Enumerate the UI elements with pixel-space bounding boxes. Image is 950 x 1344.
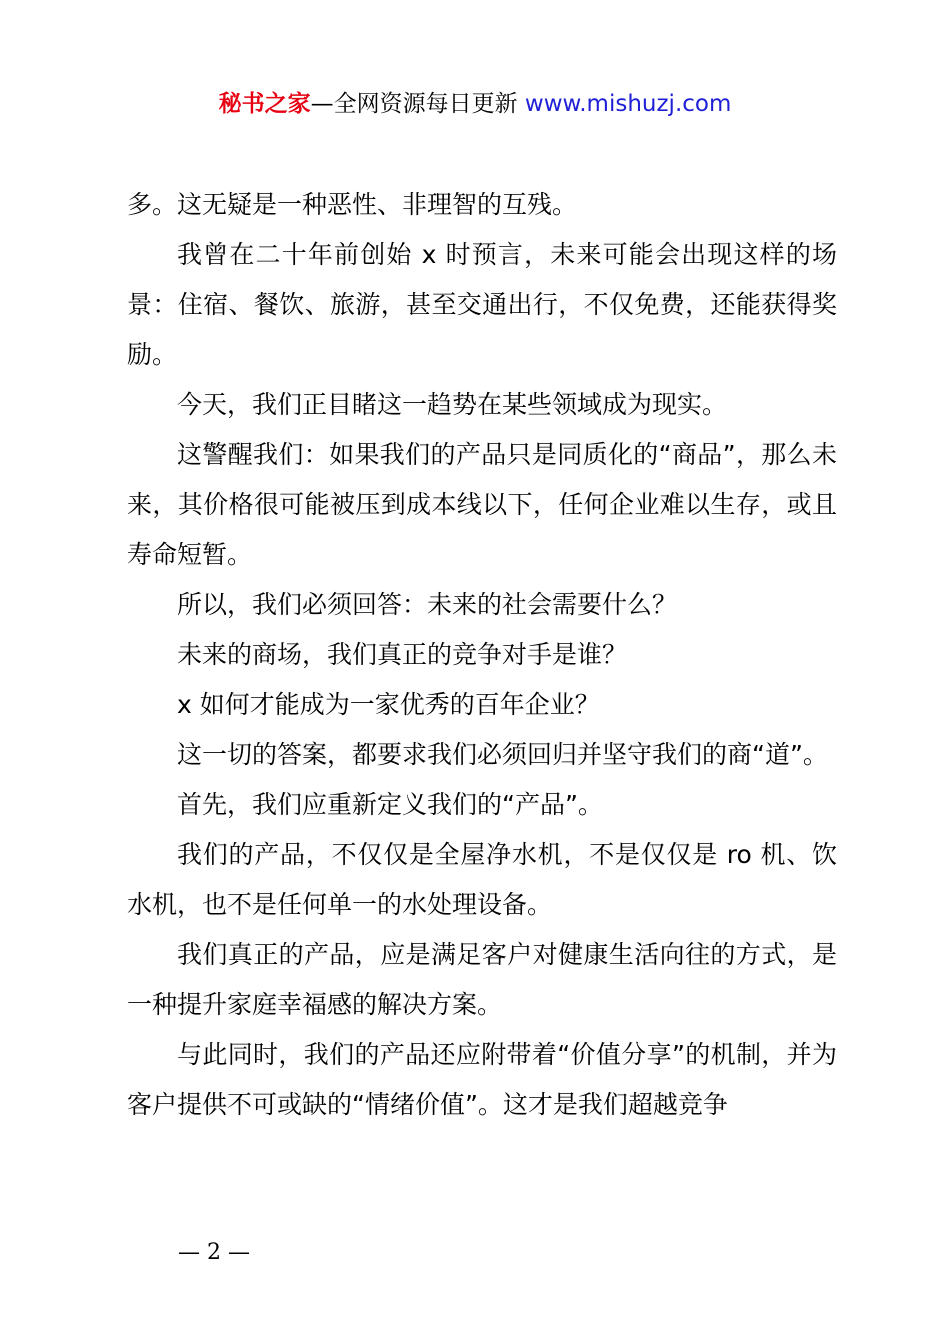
paragraph-2: 我曾在二十年前创始 x 时预言，未来可能会出现这样的场景：住宿、餐饮、旅游，甚至交通出行，不仅免费，还能获得奖励。 (127, 240, 837, 369)
paragraph-3: 今天，我们正目睹这一趋势在某些领域成为现实。 (177, 390, 728, 419)
paragraph-4: 这警醒我们：如果我们的产品只是同质化的“商品”，那么未来，其价格很可能被压到成本线以下，任何企业难以生存，或且寿命短暂。 (127, 440, 837, 569)
paragraph-6: 未来的商场，我们真正的竞争对手是谁？ (177, 640, 628, 669)
page-number: — 2 — (178, 1240, 250, 1265)
paragraph-9: 首先，我们应重新定义我们的“产品”。 (177, 790, 603, 819)
document-body (127, 180, 837, 1130)
header-tagline: —全网资源每日更新 (310, 91, 518, 117)
site-header (0, 88, 950, 120)
paragraph-1: 多。这无疑是一种恶性、非理智的互残。 (127, 190, 578, 219)
paragraph-10: 我们的产品，不仅仅是全屋净水机，不是仅仅是 ro 机、饮水机，也不是任何单一的水处理设备。 (127, 840, 837, 919)
paragraph-5: 所以，我们必须回答：未来的社会需要什么？ (177, 590, 678, 619)
site-url-link[interactable]: www.mishuzj.com (524, 91, 732, 117)
paragraph-12: 与此同时，我们的产品还应附带着“价值分享”的机制，并为客户提供不可或缺的“情绪价值”。这才是我们超越竞争 (127, 1040, 837, 1119)
brand-name: 秘书之家 (218, 91, 311, 117)
paragraph-11: 我们真正的产品，应是满足客户对健康生活向往的方式，是一种提升家庭幸福感的解决方案。 (127, 940, 837, 1019)
paragraph-7: x 如何才能成为一家优秀的百年企业？ (177, 690, 600, 719)
paragraph-8: 这一切的答案，都要求我们必须回归并坚守我们的商“道”。 (177, 740, 828, 769)
